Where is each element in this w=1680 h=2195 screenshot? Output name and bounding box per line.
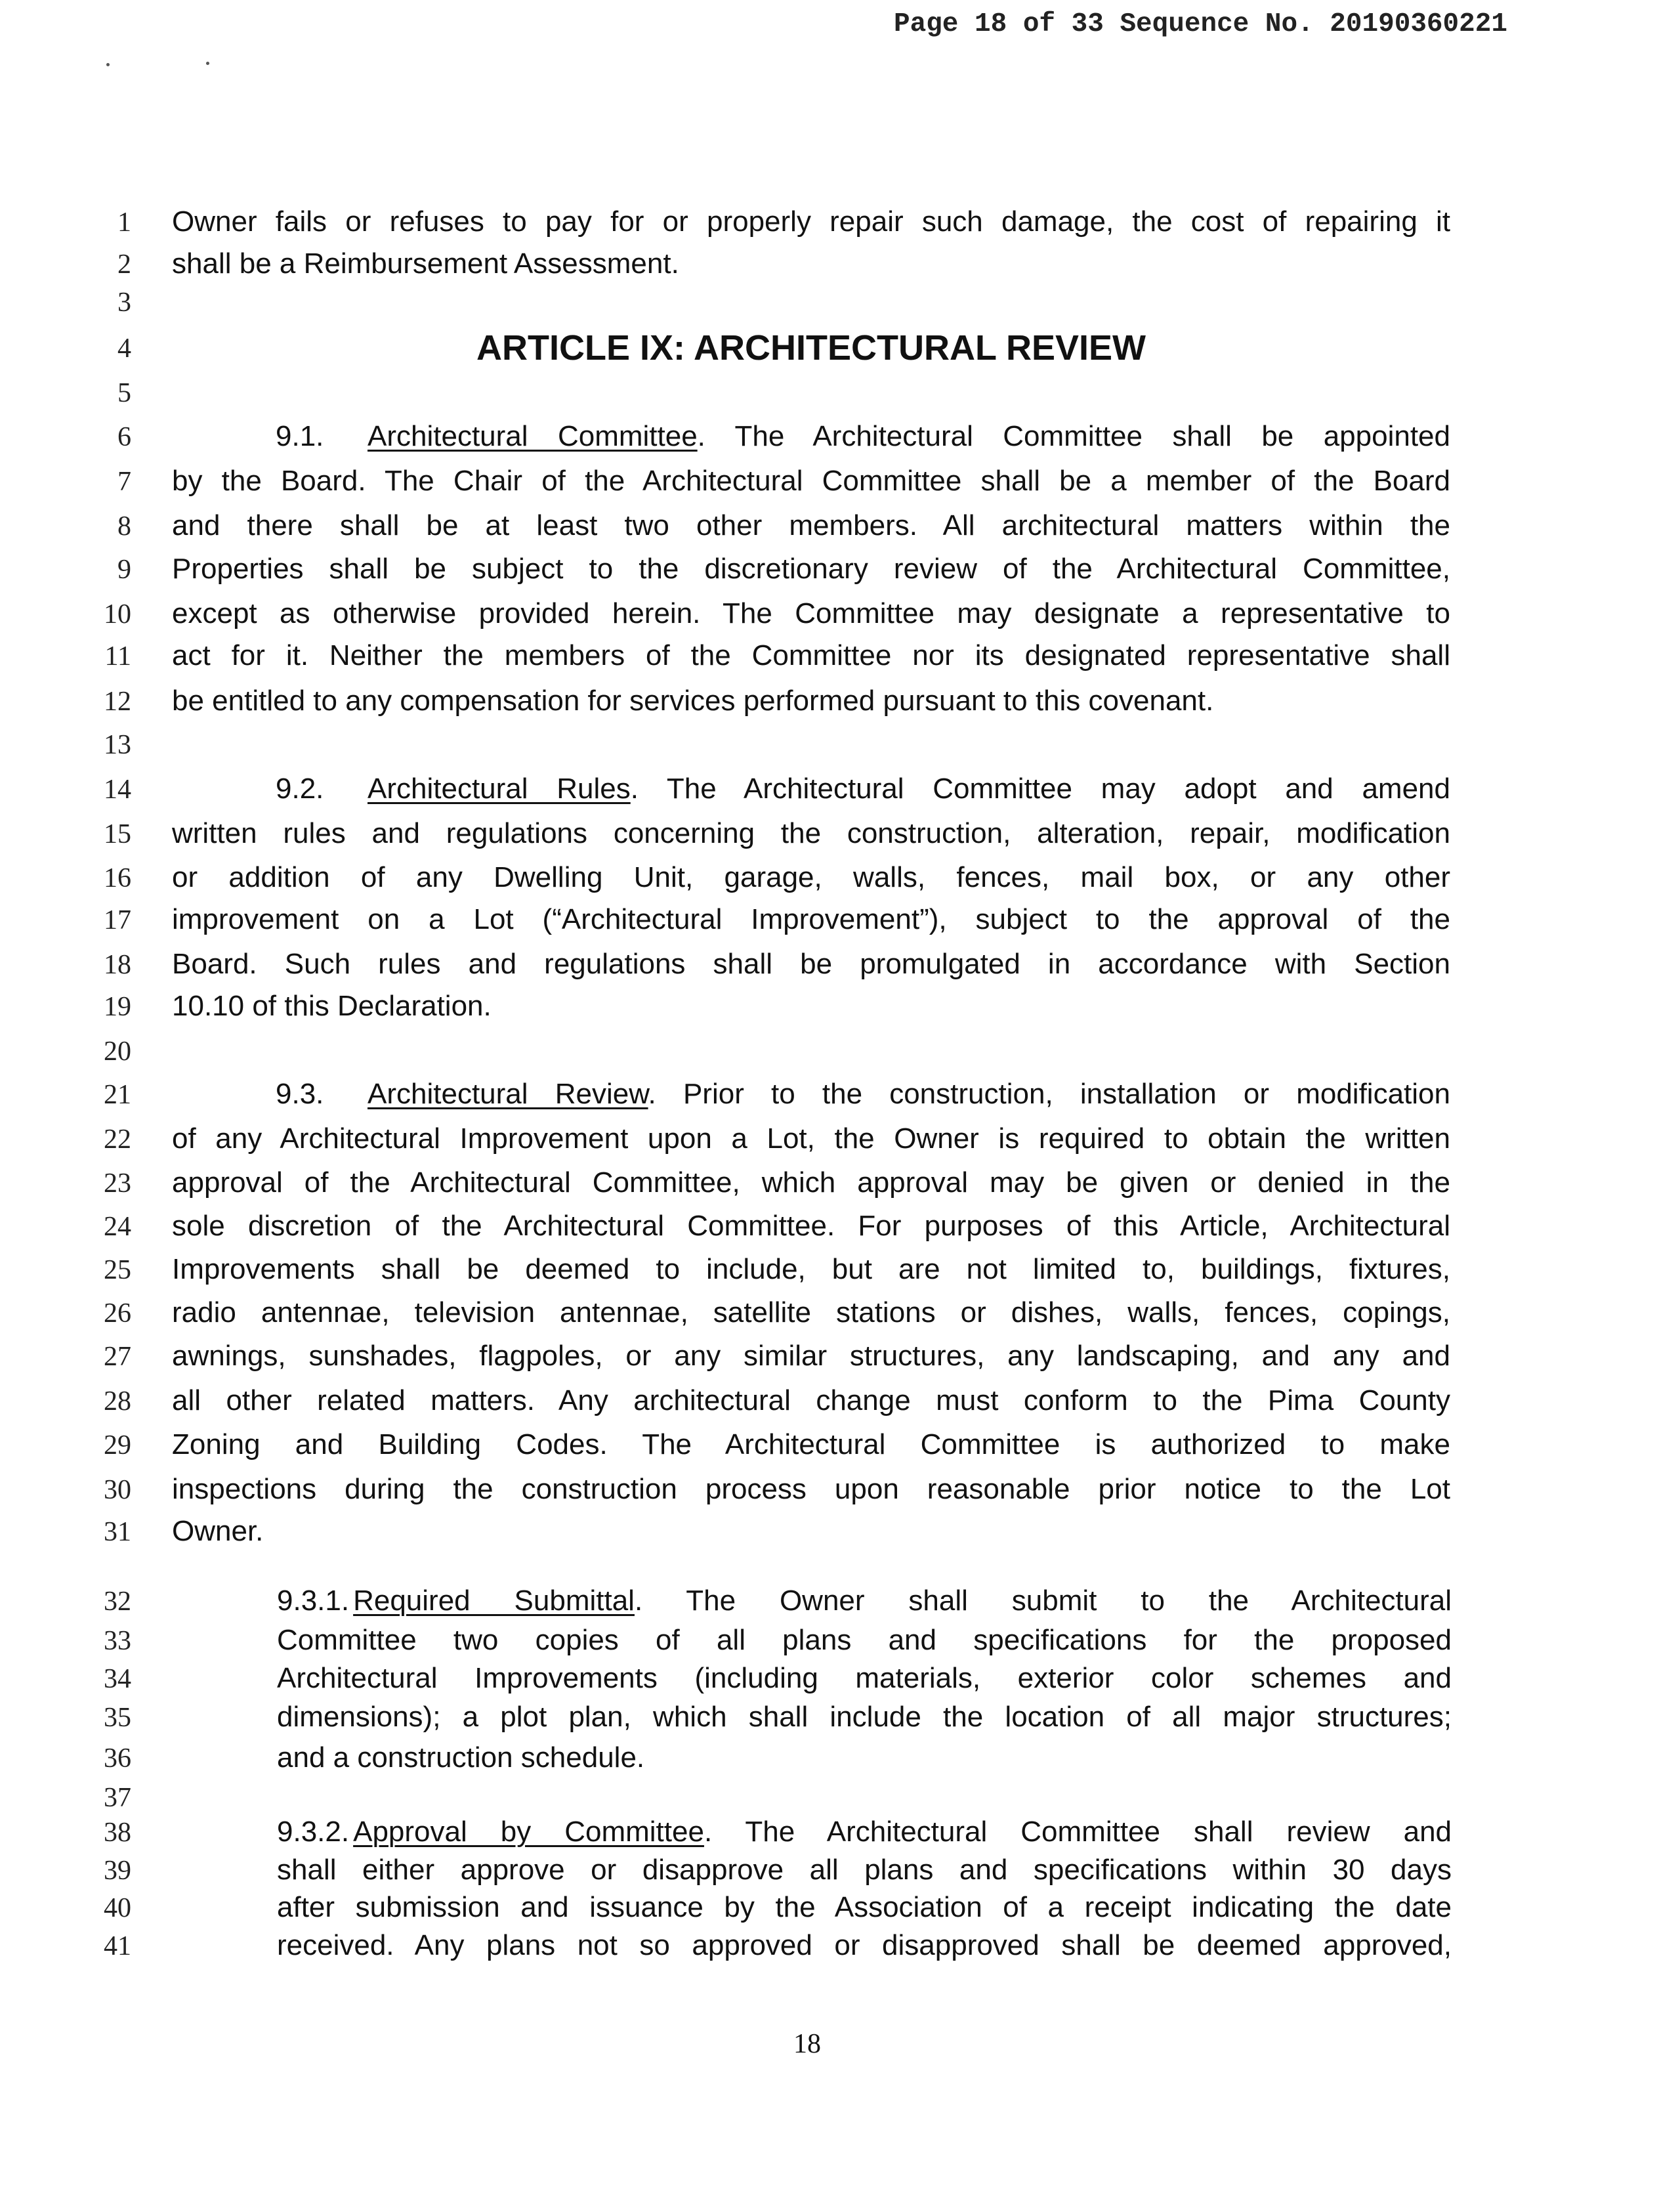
section-number: 9.3.2. [277,1816,350,1848]
text-line: radio antennae, television antennae, satellite stations or dishes, walls, fences, copings, [172,1296,1450,1329]
line-number: 6 [117,422,131,452]
line-number: 23 [104,1168,131,1199]
line-number: 31 [104,1517,131,1547]
text-line: 10.10 of this Declaration. [172,990,492,1022]
line-number: 17 [104,905,131,935]
line-number: 25 [104,1255,131,1285]
line-number: 2 [117,249,131,280]
text-line: dimensions); a plot plan, which shall include the location of all major structures; [277,1701,1452,1733]
text-line: Improvements shall be deemed to include, but are not limited to, buildings, fixtures, [172,1253,1450,1285]
text-line: of any Architectural Improvement upon a Lot, the Owner is required to obtain the written [172,1122,1450,1155]
line-number: 20 [104,1036,131,1067]
section-heading-line [172,773,1450,805]
line-number: 15 [104,819,131,849]
text-line: awnings, sunshades, flagpoles, or any similar structures, any landscaping, and any and [172,1340,1450,1372]
section-number: 9.3. [276,1078,324,1110]
text-line: Architectural Improvements (including materials, exterior color schemes and [277,1662,1452,1694]
text-line: inspections during the construction process upon reasonable prior notice to the Lot [172,1473,1450,1505]
line-number: 16 [104,863,131,893]
text-line: sole discretion of the Architectural Committee. For purposes of this Article, Architectural [172,1210,1450,1242]
text-line: Properties shall be subject to the discretionary review of the Architectural Committee, [172,553,1450,585]
line-number: 1 [117,207,131,238]
section-title: Architectural Committee [368,420,698,452]
line-number: 8 [117,511,131,542]
line-number: 7 [117,467,131,497]
text-line: received. Any plans not so approved or disapproved shall be deemed approved, [277,1929,1452,1961]
section-heading-line [172,1078,1450,1111]
line-number: 33 [104,1626,131,1656]
line-number: 22 [104,1124,131,1155]
scan-speck [206,62,209,65]
text-line: after submission and issuance by the Association of a receipt indicating the date [277,1891,1452,1923]
text-line: by the Board. The Chair of the Architectural Committee shall be a member of the Board [172,465,1450,497]
line-number: 4 [117,333,131,364]
section-title: Architectural Review [368,1078,648,1110]
line-number: 36 [104,1743,131,1774]
section-number: 9.1. [276,420,324,452]
line-number: 26 [104,1298,131,1329]
line-number: 19 [104,992,131,1022]
line-number: 11 [104,641,131,671]
text-line: Zoning and Building Codes. The Architectural Committee is authorized to make [172,1428,1450,1460]
line-number: 18 [104,950,131,980]
section-heading-line [172,420,1450,453]
section-text: . The Architectural Committee may adopt and amend [630,773,1450,805]
section-text: . The Architectural Committee shall be appointed [697,420,1450,452]
page-header-sequence: Page 18 of 33 Sequence No. 20190360221 [894,9,1507,39]
text-line: written rules and regulations concerning the construction, alteration, repair, modification [172,817,1450,849]
text-line: approval of the Architectural Committee, which approval may be given or denied in the [172,1166,1450,1199]
text-line: Board. Such rules and regulations shall be promulgated in accordance with Section [172,948,1450,980]
text-line: and a construction schedule. [277,1741,645,1774]
line-number: 32 [104,1587,131,1617]
text-line: be entitled to any compensation for services performed pursuant to this covenant. [172,685,1214,717]
section-text: . Prior to the construction, installation or modification [648,1078,1450,1110]
line-number: 10 [104,599,131,629]
section-title: Architectural Rules [368,773,631,805]
section-title: Required Submittal [353,1585,635,1617]
section-heading-line [277,1816,1452,1848]
line-number: 3 [117,288,131,318]
section-title: Approval by Committee [353,1816,704,1848]
section-number: 9.3.1. [277,1585,350,1617]
line-number: 34 [104,1664,131,1694]
line-number: 39 [104,1856,131,1886]
text-line: except as otherwise provided herein. The Committee may designate a representative to [172,597,1450,629]
line-number: 24 [104,1212,131,1242]
text-line: Owner. [172,1515,264,1547]
text-line: or addition of any Dwelling Unit, garage, walls, fences, mail box, or any other [172,861,1450,893]
line-number: 30 [104,1475,131,1505]
line-number: 38 [104,1818,131,1848]
text-line: shall be a Reimbursement Assessment. [172,247,679,280]
text-line: shall either approve or disapprove all plans and specifications within 30 days [277,1854,1452,1886]
line-number: 12 [104,687,131,717]
line-number: 41 [104,1931,131,1961]
section-heading-line [277,1585,1452,1617]
section-text: . The Architectural Committee shall review and [704,1816,1452,1848]
scan-speck [106,63,110,66]
section-text: . The Owner shall submit to the Architectural [634,1585,1452,1617]
text-line: Owner fails or refuses to pay for or properly repair such damage, the cost of repairing it [172,205,1450,238]
line-number: 37 [104,1783,131,1813]
line-number: 21 [104,1080,131,1110]
line-number: 5 [117,378,131,408]
text-line: all other related matters. Any architectural change must conform to the Pima County [172,1384,1450,1417]
line-number: 9 [117,555,131,585]
article-heading: ARTICLE IX: ARCHITECTURAL REVIEW [476,328,1146,368]
line-number: 14 [104,775,131,805]
line-number: 29 [104,1430,131,1460]
section-number: 9.2. [276,773,324,805]
page-number: 18 [793,2029,821,2059]
text-line: and there shall be at least two other members. All architectural matters within the [172,509,1450,542]
line-number: 35 [104,1703,131,1733]
line-number: 13 [104,730,131,760]
text-line: act for it. Neither the members of the Committee nor its designated representative shall [172,639,1450,671]
line-number: 27 [104,1342,131,1372]
text-line: improvement on a Lot (“Architectural Improvement”), subject to the approval of the [172,903,1450,935]
line-number: 28 [104,1386,131,1417]
line-number: 40 [104,1893,131,1923]
text-line: Committee two copies of all plans and specifications for the proposed [277,1624,1452,1656]
